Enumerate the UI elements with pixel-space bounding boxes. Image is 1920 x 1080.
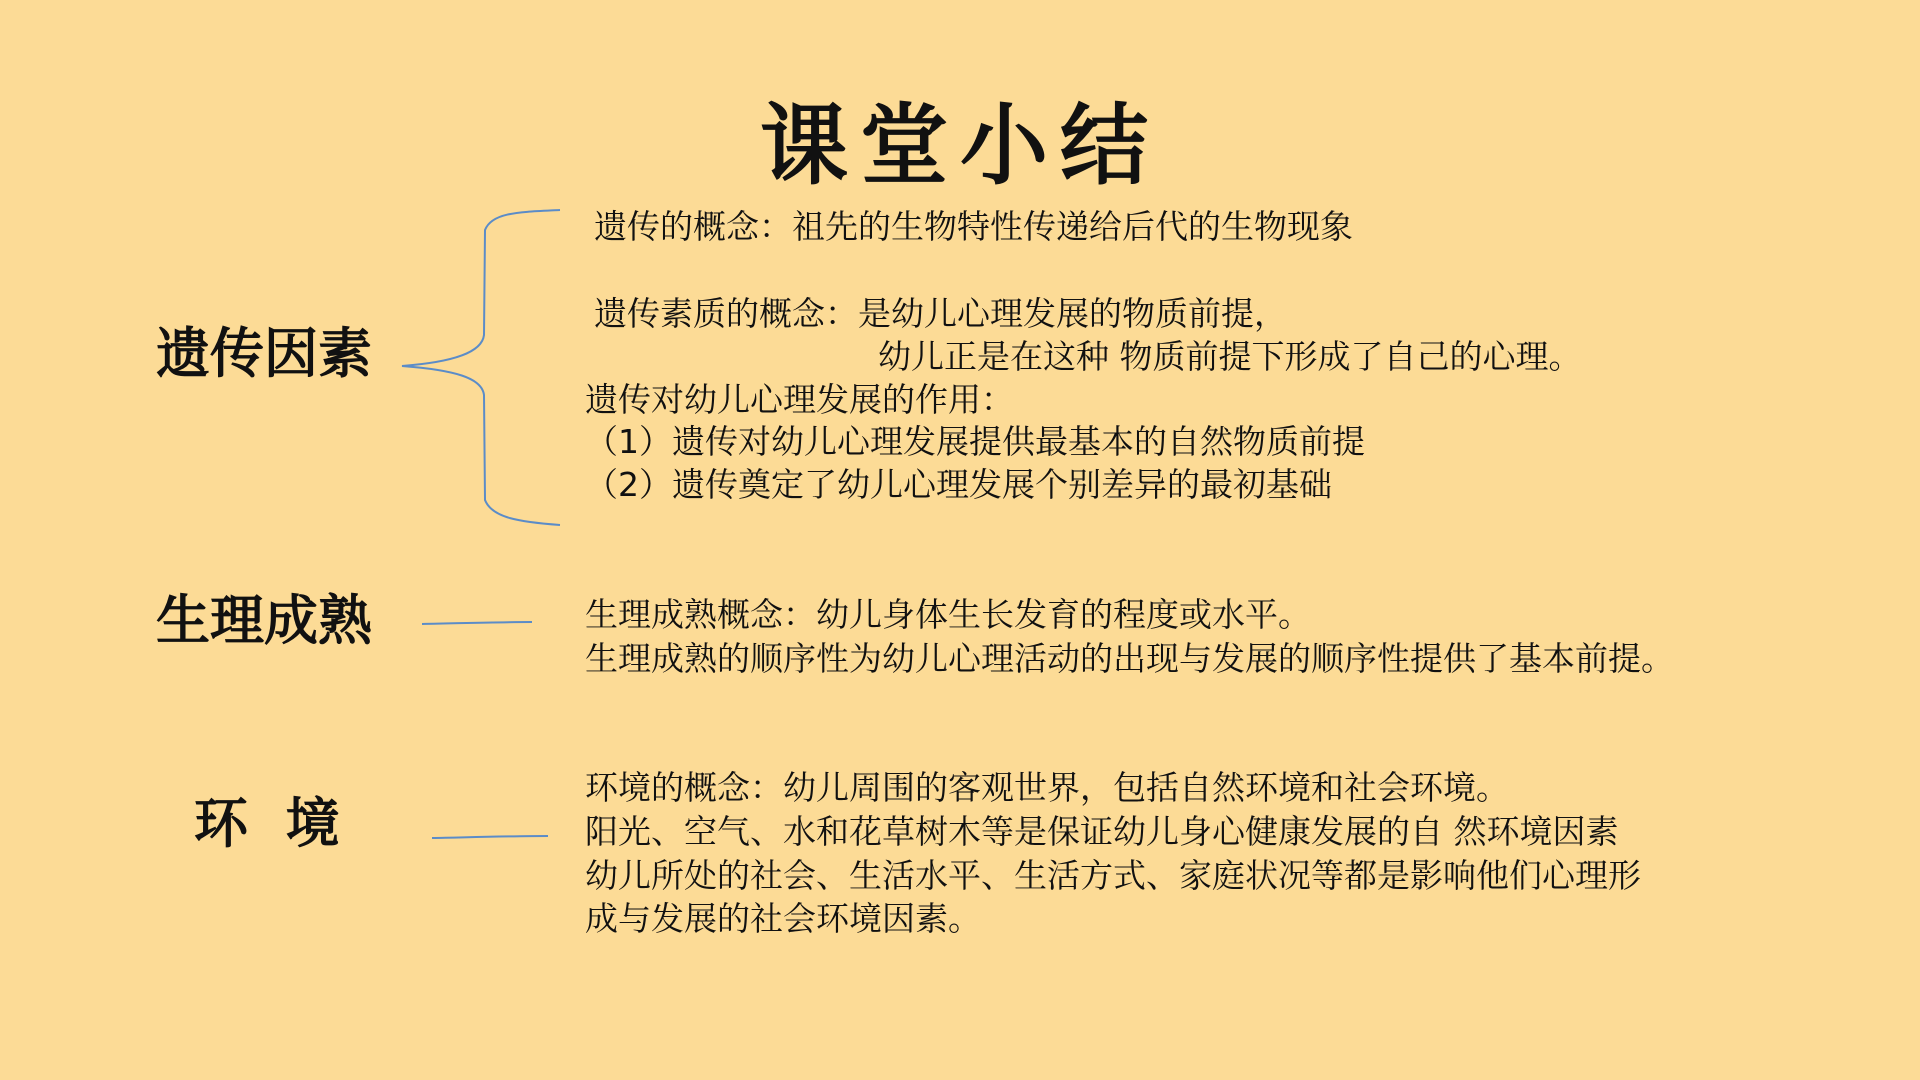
maturity-connector	[422, 622, 532, 624]
heredity-line-3: 幼儿正是在这种 物质前提下形成了自己的心理。	[878, 337, 1582, 376]
heading-maturation: 生理成熟	[156, 589, 372, 652]
environment-line-4: 成与发展的社会环境因素。	[585, 899, 981, 938]
environment-line-1: 环境的概念：幼儿周围的客观世界，包括自然环境和社会环境。	[585, 768, 1509, 807]
slide-title: 课堂小结	[759, 93, 1160, 197]
heredity-line-5: （1）遗传对幼儿心理发展提供最基本的自然物质前提	[585, 422, 1365, 461]
heredity-line-2: 遗传素质的概念：是幼儿心理发展的物质前提，	[594, 294, 1287, 333]
heredity-line-4: 遗传对幼儿心理发展的作用：	[585, 380, 1014, 419]
environment-line-2: 阳光、空气、水和花草树木等是保证幼儿身心健康发展的自 然环境因素	[585, 812, 1619, 851]
heredity-line-6: （2）遗传奠定了幼儿心理发展个别差异的最初基础	[585, 465, 1332, 504]
heredity-line-1: 遗传的概念：祖先的生物特性传递给后代的生物现象	[594, 207, 1353, 246]
heading-environment: 环 境	[194, 792, 340, 855]
maturation-line-2: 生理成熟的顺序性为幼儿心理活动的出现与发展的顺序性提供了基本前提。	[585, 639, 1674, 678]
environment-line-3: 幼儿所处的社会、生活水平、生活方式、家庭状况等都是影响他们心理形	[585, 856, 1641, 895]
environment-connector	[432, 836, 548, 838]
heading-heredity: 遗传因素	[156, 322, 372, 385]
maturation-line-1: 生理成熟概念：幼儿身体生长发育的程度或水平。	[585, 595, 1311, 634]
brace-connector	[402, 210, 560, 525]
